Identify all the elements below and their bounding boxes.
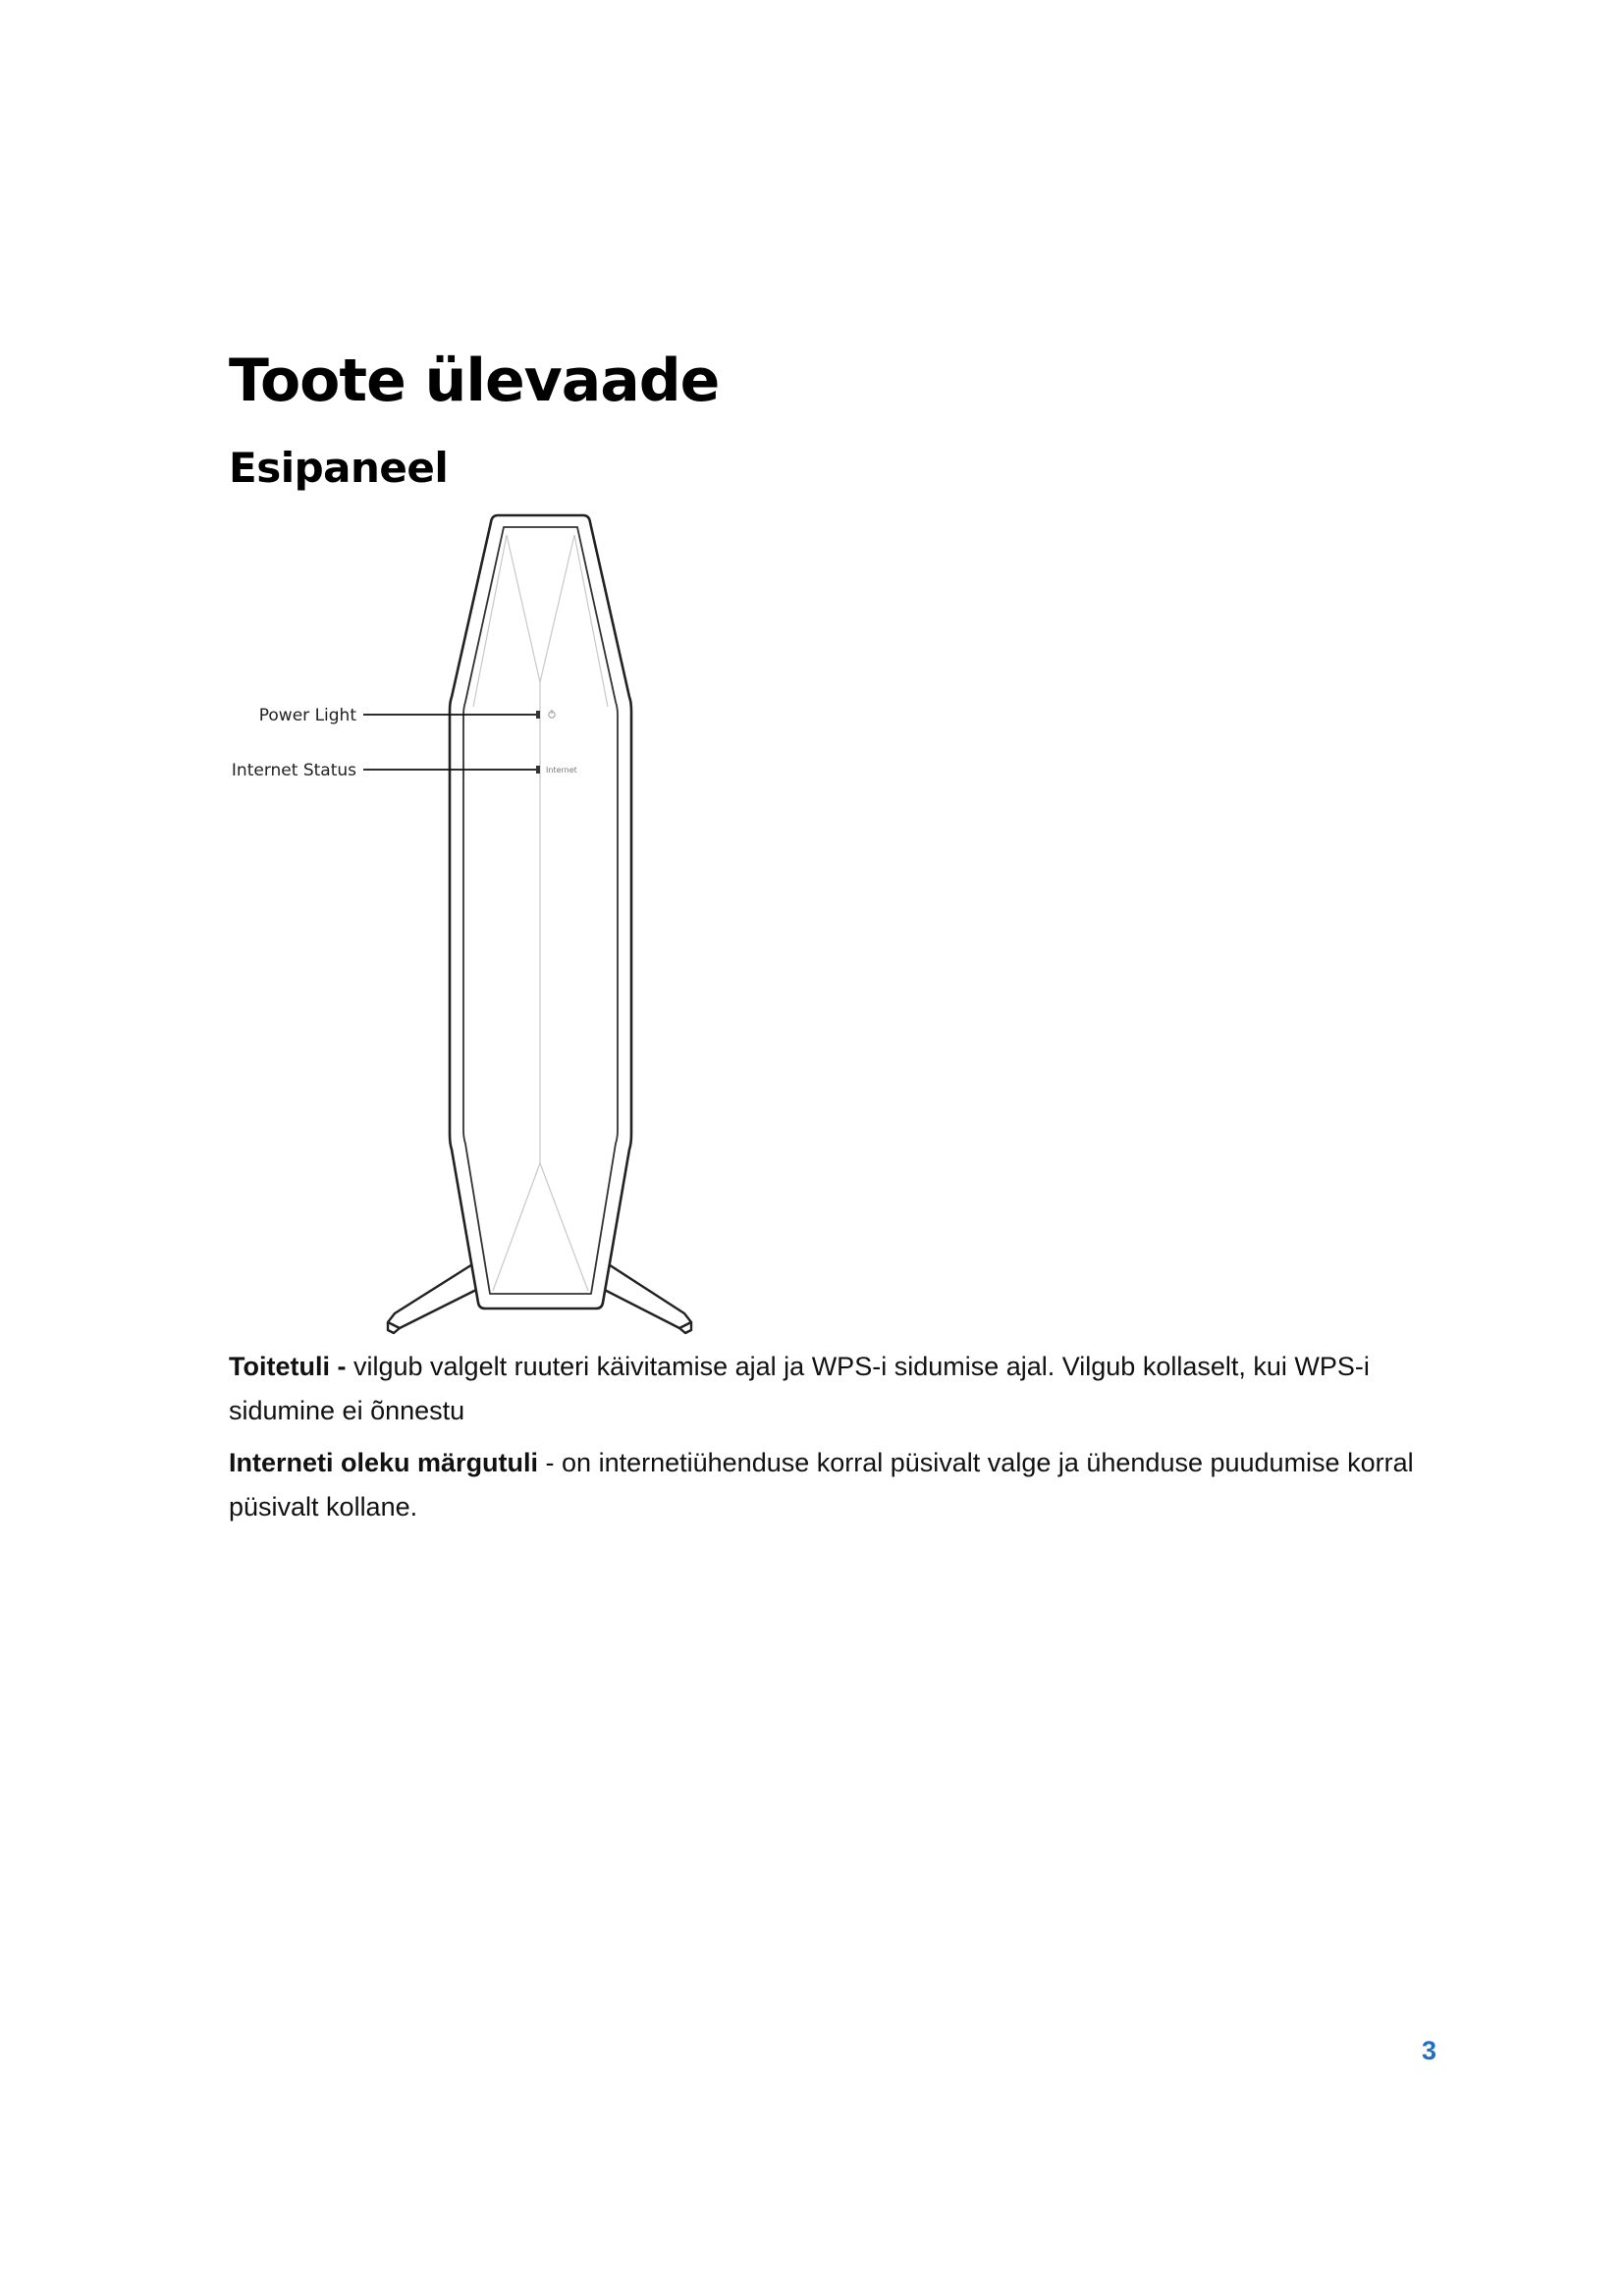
internet-status-callout: Internet Status xyxy=(231,761,356,780)
internet-status-term: Interneti oleku märgutuli xyxy=(229,1448,539,1477)
power-light-callout: Power Light xyxy=(258,706,356,725)
power-light-led xyxy=(536,711,540,719)
internet-status-description xyxy=(229,1441,1436,1529)
internet-panel-label: Internet xyxy=(546,766,577,774)
power-light-term: Toitetuli - xyxy=(229,1352,347,1381)
section-subtitle: Esipaneel xyxy=(229,444,449,492)
power-light-description xyxy=(229,1345,1436,1433)
router-front-panel-figure xyxy=(216,506,707,1345)
internet-status-led xyxy=(536,766,540,774)
page-title: Toote ülevaade xyxy=(229,347,720,415)
power-light-text: vilgub valgelt ruuteri käivitamise ajal ja WPS-i sidumise ajal. Vilgub kollaselt, kui WPS-i sidumine ei õnnestu xyxy=(229,1352,1370,1425)
internet-status-text: - on internetiühenduse korral püsivalt valge ja ühenduse puudumise korral püsivalt kollane. xyxy=(229,1448,1414,1522)
router-illustration xyxy=(216,506,707,1345)
page-number: 3 xyxy=(1422,2036,1437,2065)
